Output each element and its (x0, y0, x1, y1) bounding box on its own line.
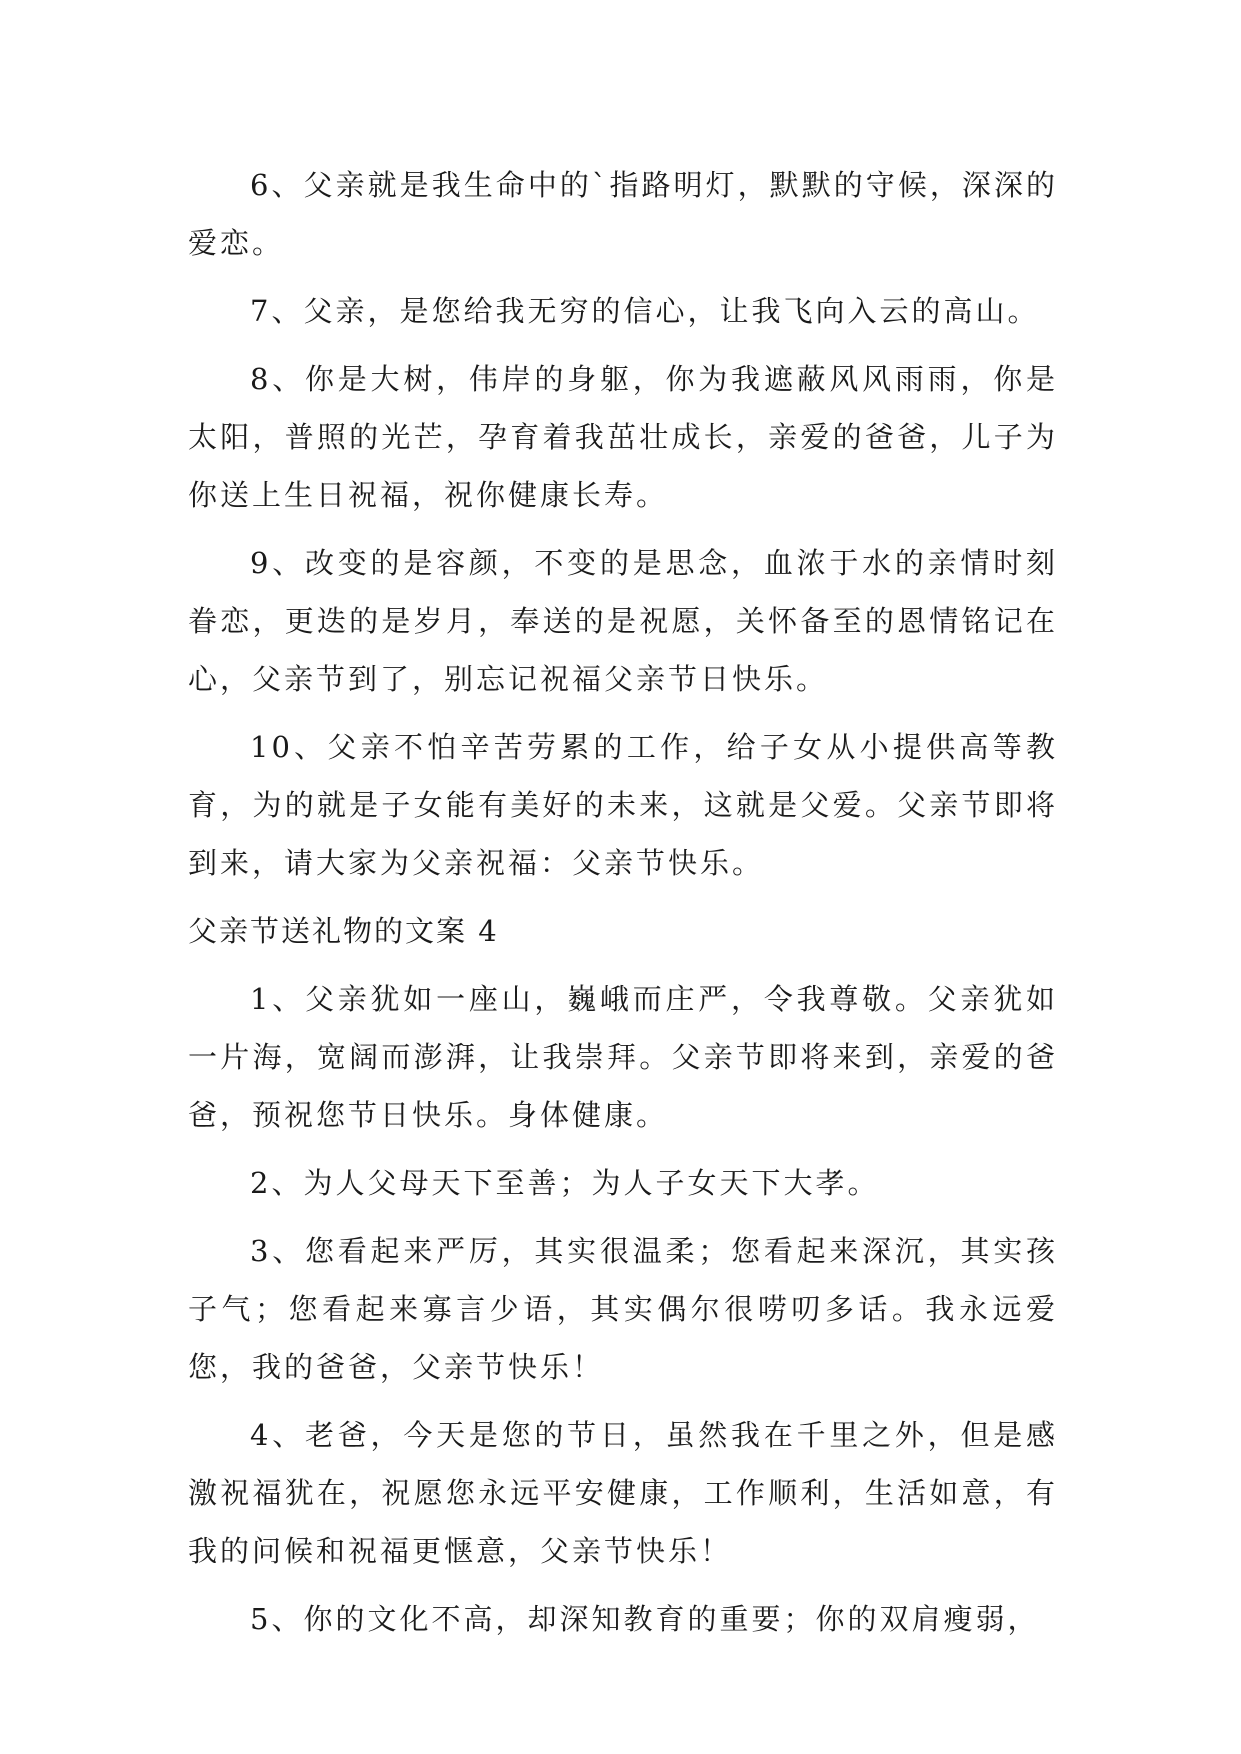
paragraph-2: 2、为人父母天下至善；为人子女天下大孝。 (250, 1166, 880, 1200)
paragraph-8: 8、你是大树，伟岸的身躯，你为我遮蔽风风雨雨，你是太阳，普照的光芒，孕育着我茁壮成长，亲爱的爸爸，儿子为你送上生日祝福，祝你健康长寿。 (188, 362, 1058, 512)
paragraph-5: 5、你的文化不高，却深知教育的重要；你的双肩瘦弱， (250, 1602, 1040, 1636)
paragraph-10: 10、父亲不怕辛苦劳累的工作，给子女从小提供高等教育，为的就是子女能有美好的未来，这就是父爱。父亲节即将到来，请大家为父亲祝福：父亲节快乐。 (188, 730, 1058, 880)
paragraph-7: 7、父亲，是您给我无穷的信心，让我飞向入云的高山。 (250, 294, 1040, 328)
document-body (188, 156, 1058, 1658)
paragraph-6: 6、父亲就是我生命中的`指路明灯，默默的守候，深深的爱恋。 (188, 168, 1058, 260)
section-heading: 父亲节送礼物的文案 4 (188, 914, 499, 948)
paragraph-4: 4、老爸，今天是您的节日，虽然我在千里之外，但是感激祝福犹在，祝愿您永远平安健康，工作顺利，生活如意，有我的问候和祝福更惬意，父亲节快乐！ (188, 1418, 1058, 1568)
paragraph-1: 1、父亲犹如一座山，巍峨而庄严，令我尊敬。父亲犹如一片海，宽阔而澎湃，让我崇拜。父亲节即将来到，亲爱的爸爸，预祝您节日快乐。身体健康。 (188, 982, 1058, 1132)
paragraph-9: 9、改变的是容颜，不变的是思念，血浓于水的亲情时刻眷恋，更迭的是岁月，奉送的是祝愿，关怀备至的恩情铭记在心，父亲节到了，别忘记祝福父亲节日快乐。 (188, 546, 1058, 696)
paragraph-3: 3、您看起来严厉，其实很温柔；您看起来深沉，其实孩子气；您看起来寡言少语，其实偶尔很唠叨多话。我永远爱您，我的爸爸，父亲节快乐！ (188, 1234, 1058, 1384)
